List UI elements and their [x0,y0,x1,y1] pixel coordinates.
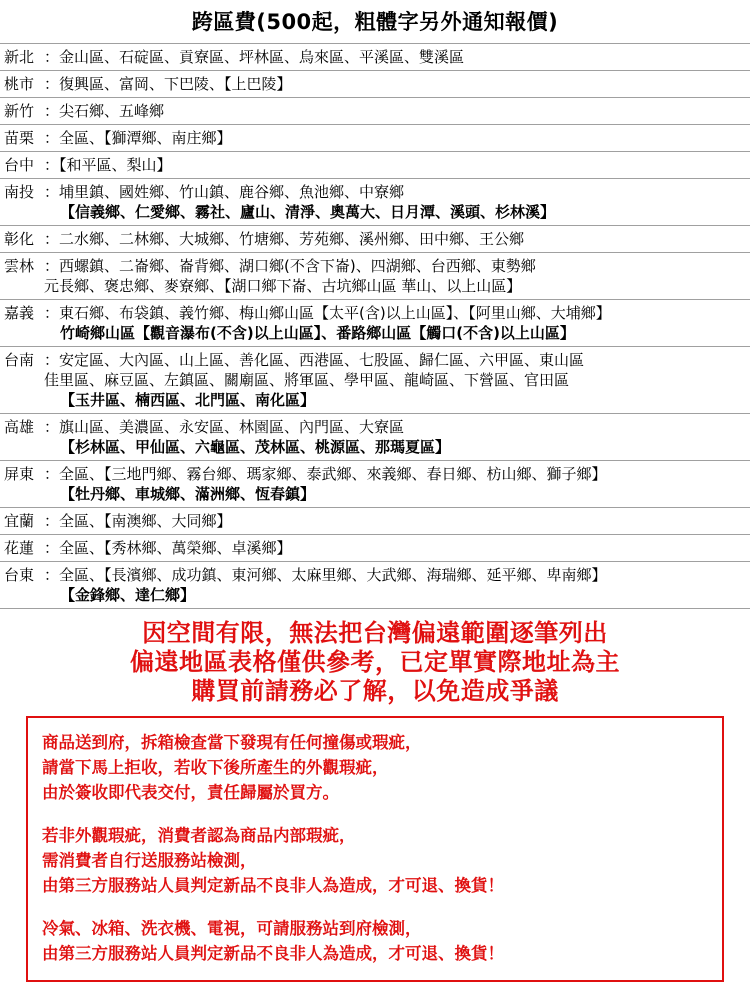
region-area-line: 元長鄉、褒忠鄉、麥寮鄉、【湖口鄉下崙、古坑鄉山區 華山、以上山區】 [44,277,522,295]
region-area-line: 【杉林區、甲仙區、六龜區、茂林區、桃源區、那瑪夏區】 [60,438,451,456]
policy-line: 由於簽收即代表交付，責任歸屬於買方。 [42,783,339,802]
policy-paragraph [42,730,708,805]
region-label: 嘉義 [4,304,35,322]
region-area-line: 【玉井區、楠西區、北門區、南化區】 [60,391,316,409]
region-table [0,43,750,609]
policy-line: 冷氣、冰箱、洗衣機、電視，可請服務站到府檢測， [42,919,422,938]
policy-line: 需消費者自行送服務站檢測， [42,851,257,870]
region-areas [42,414,750,460]
region-area-line: 竹崎鄉山區【觀音瀑布(不含)以上山區】、番路鄉山區【觸口(不含)以上山區】 [60,324,575,342]
region-row [0,151,750,178]
region-label: 南投 [4,183,35,201]
region-areas [42,152,750,178]
region-area-line: ：尖石鄉、五峰鄉 [44,102,165,120]
region-label: 新竹 [4,102,35,120]
region-areas [42,347,750,413]
region-areas [42,300,750,346]
region-area-line: 【信義鄉、仁愛鄉、霧社、廬山、清淨、奧萬大、日月潭、溪頭、杉林溪】 [60,203,556,221]
region-label: 花蓮 [4,539,35,557]
region-row [0,561,750,608]
region-label: 台東 [4,566,35,584]
region-areas [42,461,750,507]
policy-line: 由第三方服務站人員判定新品不良非人為造成，才可退、換貨！ [42,944,504,963]
region-row [0,299,750,346]
region-row [0,252,750,299]
region-row [0,43,750,70]
region-area-line: ：復興區、富岡、下巴陵、【上巴陵】 [44,75,292,93]
region-row [0,178,750,225]
region-label: 台南 [4,351,35,369]
region-area-line: ：全區、【秀林鄉、萬榮鄉、卓溪鄉】 [44,539,292,557]
region-area-line: ：金山區、石碇區、貢寮區、坪林區、烏來區、平溪區、雙溪區 [44,48,465,66]
region-label: 高雄 [4,418,35,436]
region-row [0,534,750,561]
warning-line: 偏遠地區表格僅供參考，已定單實際地址為主 [130,648,620,676]
region-row [0,413,750,460]
region-label: 新北 [4,48,35,66]
region-area-line: ：二水鄉、二林鄉、大城鄉、竹塘鄉、芳苑鄉、溪州鄉、田中鄉、王公鄉 [44,230,525,248]
region-areas [42,98,750,124]
region-areas [42,226,750,252]
region-row [0,507,750,534]
return-policy-box [26,716,724,982]
region-area-line: ：埔里鎮、國姓鄉、竹山鎮、鹿谷鄉、魚池鄉、中寮鄉 [44,183,405,201]
region-label: 宜蘭 [4,512,35,530]
policy-line: 請當下馬上拒收，若收下後所產生的外觀瑕疵， [42,758,389,777]
region-area-line: 【牡丹鄉、車城鄉、滿洲鄉、恆春鎮】 [60,485,316,503]
region-area-line: ：全區、【長濱鄉、成功鎮、東河鄉、太麻里鄉、大武鄉、海瑞鄉、延平鄉、卑南鄉】 [44,566,607,584]
policy-line: 若非外觀瑕疵，消費者認為商品内部瑕疵， [42,826,356,845]
region-area-line: ：旗山區、美濃區、永安區、林園區、內門區、大寮區 [44,418,405,436]
region-row [0,70,750,97]
warning-line: 購買前請務必了解，以免造成爭議 [191,677,559,705]
region-area-line: ：全區、【獅潭鄉、南庄鄉】 [44,129,232,147]
region-row [0,97,750,124]
region-areas [42,125,750,151]
region-areas [42,44,750,70]
region-area-line: ：西螺鎮、二崙鄉、崙背鄉、湖口鄉(不含下崙)、四湖鄉、台西鄉、東勢鄉 [44,257,536,275]
region-areas [42,179,750,225]
warning-line: 因空間有限，無法把台灣偏遠範圍逐筆列出 [142,619,608,647]
policy-paragraph [42,916,708,966]
region-row [0,460,750,507]
region-label: 苗栗 [4,129,35,147]
policy-line: 由第三方服務站人員判定新品不良非人為造成，才可退、換貨！ [42,876,504,895]
region-label: 彰化 [4,230,35,248]
region-areas [42,535,750,561]
policy-line: 商品送到府，拆箱檢查當下發現有任何撞傷或瑕疵， [42,733,422,752]
region-areas [42,508,750,534]
region-area-line: ：全區、【南澳鄉、大同鄉】 [44,512,232,530]
region-area-line: ：【和平區、梨山】 [44,156,172,174]
region-area-line: ：東石鄉、布袋鎮、義竹鄉、梅山鄉山區【太平(含)以上山區】、【阿里山鄉、大埔鄉】 [44,304,611,322]
region-label: 屏東 [4,465,35,483]
region-label: 雲林 [4,257,35,275]
region-area-line: ：安定區、大內區、山上區、善化區、西港區、七股區、歸仁區、六甲區、東山區 [44,351,585,369]
region-row [0,225,750,252]
region-row [0,346,750,413]
region-row [0,124,750,151]
region-areas [42,71,750,97]
page-title: 跨區費(500起，粗體字另外通知報價) [191,10,559,34]
region-area-line: ：全區、【三地門鄉、霧台鄉、瑪家鄉、泰武鄉、來義鄉、春日鄉、枋山鄉、獅子鄉】 [44,465,607,483]
region-label: 桃市 [4,75,35,93]
warning-notice [0,609,750,712]
region-label: 台中 [4,156,35,174]
region-areas [42,253,750,299]
region-area-line: 佳里區、麻豆區、左鎮區、關廟區、將軍區、學甲區、龍崎區、下營區、官田區 [44,371,570,389]
region-area-line: 【金鋒鄉、達仁鄉】 [60,586,196,604]
policy-paragraph [42,823,708,898]
region-areas [42,562,750,608]
